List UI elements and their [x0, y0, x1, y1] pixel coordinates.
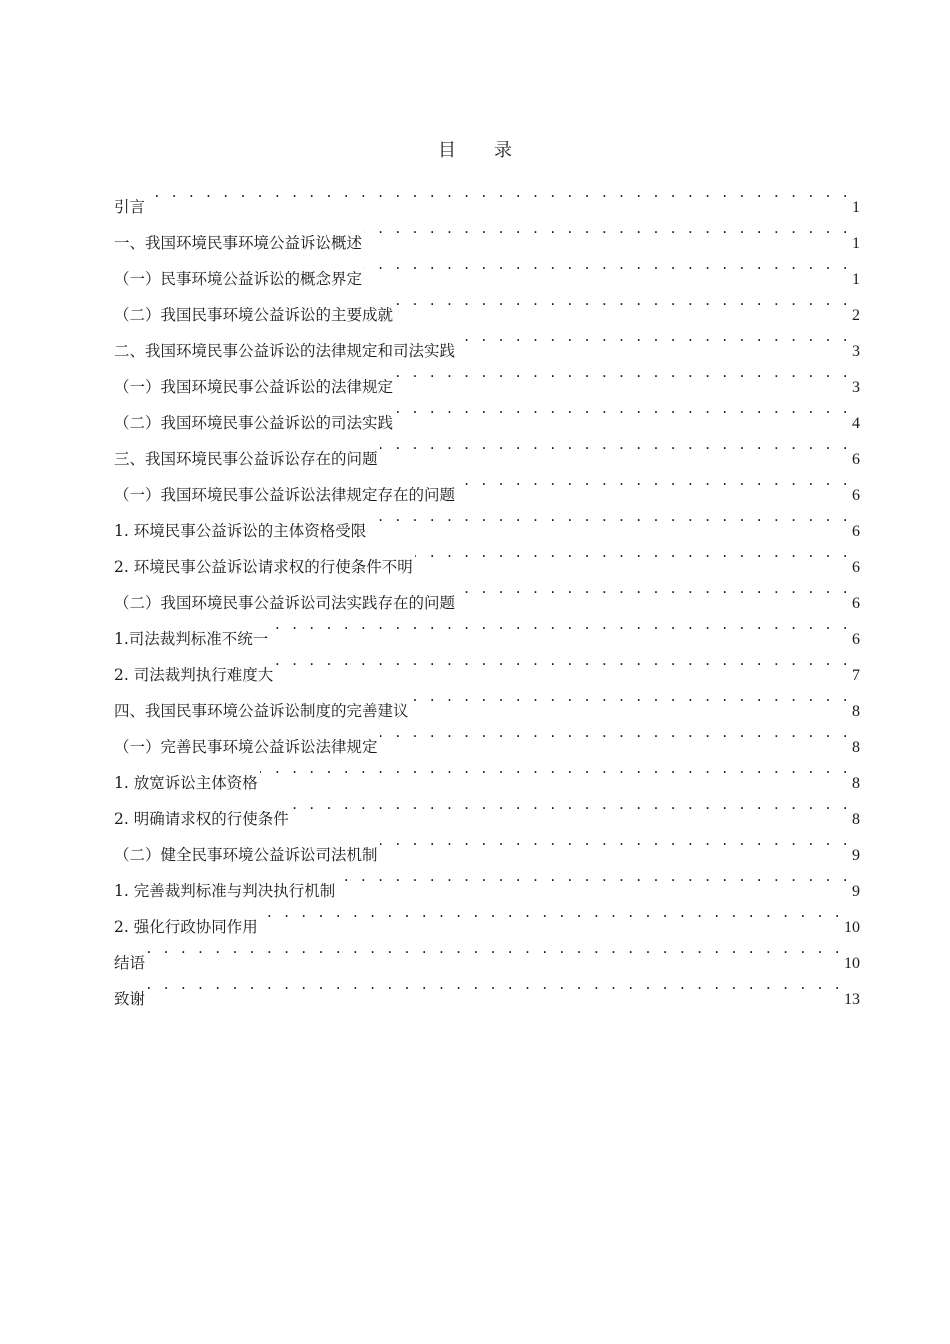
- toc-dot-leader: [411, 680, 850, 716]
- toc-dot-leader: [260, 752, 850, 788]
- toc-page-number: 13: [844, 991, 860, 1008]
- toc-dot-leader: [275, 644, 850, 680]
- toc-page-number: 6: [852, 559, 860, 576]
- toc-entry-label: 2. 环境民事公益诉讼请求权的行使条件不明: [114, 558, 413, 576]
- toc-page-number: 1: [852, 235, 860, 252]
- toc-dot-leader: [457, 572, 850, 608]
- toc-dot-leader: [368, 500, 850, 536]
- toc-entry[interactable]: [114, 968, 860, 1008]
- toc-heading: [0, 136, 950, 162]
- toc-dot-leader: [395, 392, 850, 428]
- toc-entry-label: （一）我国环境民事公益诉讼法律规定存在的问题: [114, 486, 456, 504]
- toc-dot-leader: [337, 860, 850, 896]
- toc-dot-leader: [270, 608, 850, 644]
- toc-dot-leader: [395, 356, 850, 392]
- toc-dot-leader: [147, 176, 850, 212]
- toc-dot-leader: [147, 932, 842, 968]
- toc-dot-leader: [147, 968, 842, 1004]
- toc-dot-leader: [291, 788, 850, 824]
- toc-dot-leader: [415, 536, 850, 572]
- toc-page-number: 6: [852, 523, 860, 540]
- toc-dot-leader: [457, 464, 850, 500]
- toc-page-number: 8: [852, 775, 860, 792]
- toc-page-number: 8: [852, 811, 860, 828]
- toc-page-number: 9: [852, 847, 860, 864]
- toc-dot-leader: [364, 212, 850, 248]
- toc-dot-leader: [380, 716, 850, 752]
- toc-entry[interactable]: [114, 932, 860, 972]
- toc-page-number: 6: [852, 631, 860, 648]
- toc-page-number: 7: [852, 667, 860, 684]
- toc-entry-label: （二）健全民事环境公益诉讼司法机制: [114, 846, 378, 864]
- toc-heading-second-char: 录: [494, 140, 512, 161]
- toc-entry-label: 结语: [114, 954, 146, 972]
- toc-entry-label: （一）我国环境民事公益诉讼的法律规定: [114, 378, 394, 396]
- toc-entry-label: 2. 明确请求权的行使条件: [114, 810, 289, 828]
- toc-page-number: 8: [852, 703, 860, 720]
- toc-page-number: 6: [852, 595, 860, 612]
- toc-page-number: 8: [852, 739, 860, 756]
- toc-page-number: 3: [852, 379, 860, 396]
- toc-entry[interactable]: [114, 176, 860, 216]
- toc-dot-leader: [395, 284, 850, 320]
- toc-entry-label: 引言: [114, 198, 146, 216]
- toc-entry-label: 四、我国民事环境公益诉讼制度的完善建议: [114, 702, 409, 720]
- toc-entry-label: 1. 完善裁判标准与判决执行机制: [114, 882, 336, 900]
- toc-page-number: 9: [852, 883, 860, 900]
- toc-entry[interactable]: [114, 212, 860, 252]
- toc-entry-label: 2. 司法裁判执行难度大: [114, 666, 274, 684]
- toc-page-number: 2: [852, 307, 860, 324]
- toc-heading-first-char: 目: [438, 140, 456, 161]
- table-of-contents: [114, 176, 860, 1008]
- toc-entry-label: （二）我国民事环境公益诉讼的主要成就: [114, 306, 394, 324]
- toc-entry-label: 一、我国环境民事环境公益诉讼概述: [114, 234, 363, 252]
- toc-dot-leader: [364, 248, 850, 284]
- toc-page-number: 3: [852, 343, 860, 360]
- toc-entry-label: 1. 放宽诉讼主体资格: [114, 774, 258, 792]
- toc-dot-leader: [457, 320, 850, 356]
- toc-page-number: 6: [852, 487, 860, 504]
- toc-entry-label: 2. 强化行政协同作用: [114, 918, 258, 936]
- toc-entry-label: （一）完善民事环境公益诉讼法律规定: [114, 738, 378, 756]
- toc-entry-label: （一）民事环境公益诉讼的概念界定: [114, 270, 363, 288]
- toc-entry-label: （二）我国环境民事公益诉讼司法实践存在的问题: [114, 594, 456, 612]
- toc-dot-leader: [380, 428, 850, 464]
- toc-entry-label: 三、我国环境民事公益诉讼存在的问题: [114, 450, 378, 468]
- toc-page-number: 1: [852, 199, 860, 216]
- toc-page-number: 1: [852, 271, 860, 288]
- toc-entry-label: 致谢: [114, 990, 146, 1008]
- toc-entry-label: 二、我国环境民事公益诉讼的法律规定和司法实践: [114, 342, 456, 360]
- toc-page-number: 6: [852, 451, 860, 468]
- toc-entry-label: 1.司法裁判标准不统一: [114, 630, 269, 648]
- toc-dot-leader: [380, 824, 850, 860]
- toc-page-number: 4: [852, 415, 860, 432]
- toc-page-number: 10: [844, 919, 860, 936]
- toc-dot-leader: [260, 896, 842, 932]
- toc-entry-label: （二）我国环境民事公益诉讼的司法实践: [114, 414, 394, 432]
- toc-entry-label: 1. 环境民事公益诉讼的主体资格受限: [114, 522, 367, 540]
- toc-page-number: 10: [844, 955, 860, 972]
